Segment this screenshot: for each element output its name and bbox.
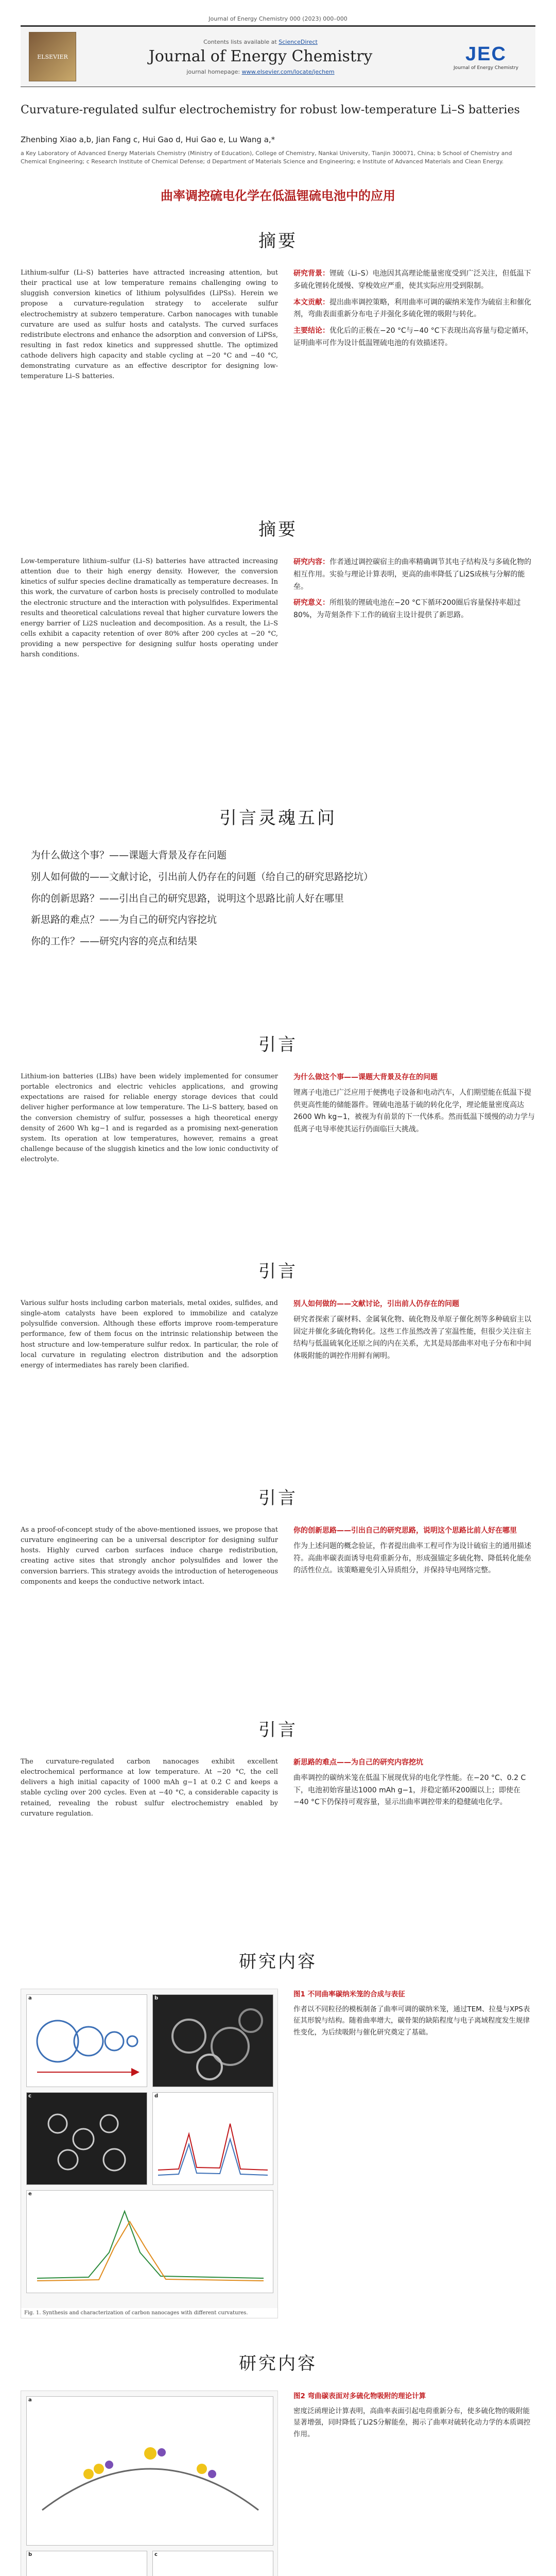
jec-subtitle: Journal of Energy Chemistry <box>454 65 518 71</box>
question-2: 别人如何做的——文献讨论，引出前人仍存在的问题（给自己的研究思路挖坑） <box>31 871 374 883</box>
section-abstract-2: 摘要 <box>0 515 556 540</box>
journal-citation: Journal of Energy Chemistry 000 (2023) 000–000 <box>208 15 348 22</box>
intro4-block <box>21 1757 535 1819</box>
jec-logo <box>445 43 527 71</box>
intro3-cn-text: 作为上述问题的概念验证，作者提出曲率工程可作为设计硫宿主的通用描述符。高曲率碳表面诱导电荷重新分布，形成强锚定多硫化物、降低转化能垒的活性位点。该策略避免引入异质组分，并保持导电网络完整。 <box>293 1541 531 1575</box>
homepage-prefix: journal homepage: <box>186 68 242 75</box>
sciencedirect-link[interactable]: ScienceDirect <box>279 38 318 45</box>
chinese-title: 曲率调控硫电化学在低温锂硫电池中的应用 <box>161 189 395 203</box>
intro4-cn-text: 曲率调控的碳纳米笼在低温下展现优异的电化学性能。在−20 °C、0.2 C下，电池初始容量达1000 mAh g−1，并稳定循环200圈以上；即使在−40 °C下仍保持可观容量，显示出曲率调控带来的稳健硫电化学。 <box>293 1773 526 1807</box>
question-3: 你的创新思路？——引出自己的研究思路，说明这个思路比前人好在哪里 <box>31 892 344 904</box>
abstract2-cn-lead: 研究内容： <box>293 558 329 566</box>
intro3-en: As a proof-of-concept study of the above-mentioned issues, we propose that curvature engineering can be a universal descriptor for designing sulfur hosts. Highly curved carbon surfaces induce charge redistribution, creating active sites that strongly anchor polysulfides and lower the conversion barriers. This strategy avoids the introduction of heterogeneous components and keeps the conductive network intact. <box>21 1526 278 1586</box>
intro1-cn-head: 为什么做这个事——课题大背景及存在的问题 <box>293 1073 438 1081</box>
paper-authors: Zhenbing Xiao a,b, Jian Fang c, Hui Gao d, Hui Gao e, Lu Wang a,* <box>21 135 275 144</box>
availability-prefix: Contents lists available at <box>203 38 279 45</box>
abstract2-cn-text2: 所组装的锂硫电池在−20 °C下循环200圈后容量保持率超过80%，为苛刻条件下工作的硫宿主设计提供了新思路。 <box>293 599 521 620</box>
paper-title: Curvature-regulated sulfur electrochemistry for robust low-temperature Li–S batteries <box>21 104 520 116</box>
intro2-cn <box>293 1298 535 1371</box>
fig2-dft-model <box>27 2397 273 2545</box>
abstract-cn-end-text: 优化后的正极在−20 °C与−40 °C下表现出高容量与稳定循环，证明曲率可作为设计低温锂硫电池的有效描述符。 <box>293 327 533 347</box>
intro3-cn-head: 你的创新思路——引出自己的研究思路，说明这个思路比前人好在哪里 <box>293 1527 517 1535</box>
abstract-cn-lead: 研究背景： <box>293 269 329 278</box>
intro2-block <box>21 1298 535 1371</box>
abstract-cn <box>293 268 535 382</box>
question-4: 新思路的难点？——为自己的研究内容挖坑 <box>31 914 217 926</box>
intro4-cn-head: 新思路的难点——为自己的研究内容挖坑 <box>293 1758 423 1767</box>
fig1-panel-c <box>26 2092 147 2185</box>
intro4-cn <box>293 1757 535 1819</box>
research-2-text <box>293 2391 535 2576</box>
intro2-cn-head: 别人如何做的——文献讨论，引出前人仍存在的问题 <box>293 1300 459 1308</box>
abstract-cn-end: 主要结论： <box>293 327 329 335</box>
fig1-label-a: a <box>28 1995 32 2001</box>
fig1-label-e: e <box>28 2191 32 2197</box>
fig1-panel-e <box>26 2190 273 2293</box>
research-2-body: 密度泛函理论计算表明，高曲率表面引起电荷重新分布，使多硫化物的吸附能显著增强，同时降低了Li2S分解能垒，揭示了曲率对硫转化动力学的本质调控作用。 <box>293 2406 531 2439</box>
research-row-2 <box>21 2391 535 2576</box>
fig1-tem-2 <box>27 2093 147 2184</box>
research-1-text <box>293 1989 535 2318</box>
journal-header <box>21 15 535 87</box>
fig2-adsorption-bars <box>27 2551 147 2576</box>
research-2-tag: 图2 弯曲碳表面对多硫化物吸附的理论计算 <box>293 2392 426 2400</box>
intro4-en: The curvature-regulated carbon nanocages exhibit excellent electrochemical performance at low temperature. At −20 °C, the cell delivers a high initial capacity of 1000 mAh g−1 at 0.2 C and keeps a stable cycling over 200 cycles. Even at −40 °C, a considerable capacity is retained, revealing the robust sulfur electrochemistry enabled by curvature regulation. <box>21 1758 278 1818</box>
research-row-1 <box>21 1989 535 2318</box>
journal-availability <box>76 39 445 45</box>
fig1-raman <box>153 2093 273 2184</box>
section-research-2: 研究内容 <box>0 2349 556 2375</box>
figure-1 <box>21 1989 278 2318</box>
research-1-tag: 图1 不同曲率碳纳米笼的合成与表征 <box>293 1990 405 1998</box>
fig2-label-b: b <box>28 2552 32 2557</box>
intro3-cn <box>293 1525 535 1587</box>
homepage-link[interactable]: www.elsevier.com/locate/jechem <box>241 68 335 75</box>
section-intro-2: 引言 <box>0 1257 556 1282</box>
fig1-label-b: b <box>154 1995 159 2001</box>
journal-homepage <box>76 69 445 75</box>
fig1-panel-b <box>152 1994 273 2087</box>
intro1-cn-text: 锂离子电池已广泛应用于便携电子设备和电动汽车，人们期望能在低温下提供更高性能的储能器件。锂硫电池基于硫的转化化学，理论能量密度高达2600 Wh kg−1，被视为有前景的下一代体系。然而低温下缓慢的动力学与低离子电导率使其运行仍面临巨大挑战。 <box>293 1088 535 1134</box>
fig2-energy-profile <box>153 2551 273 2576</box>
fig1-panel-d <box>152 2092 273 2185</box>
abstract2-cn <box>293 556 535 660</box>
abstract-block <box>21 268 535 382</box>
section-intro-1: 引言 <box>0 1030 556 1056</box>
jec-mark: JEC <box>465 43 507 65</box>
abstract-en: Lithium-sulfur (Li–S) batteries have attracted increasing attention, but their practical use at low temperature remains challenging owing to sluggish conversion kinetics of lithium polysulfides (LiPSs). Herein we propose a curvature-regulation strategy to accelerate sulfur electrochemistry at subzero temperature. Carbon nanocages with tunable curvature are used as sulfur hosts and catalysts. The curved surfaces redistribute electrons and enhance the adsorption and conversion of LiPSs, resulting in fast redox kinetics and suppressed shuttle. The optimized cathode delivers high capacity and stable cycling at −20 °C and −40 °C, demonstrating curvature as an effective descriptor for designing low-temperature Li–S batteries. <box>21 269 278 381</box>
abstract2-cn-text: 作者通过调控碳宿主的曲率精确调节其电子结构及与多硫化物的相互作用。实验与理论计算表明，更高的曲率降低了Li2S成核与分解的能垒。 <box>293 558 531 591</box>
fig2-panel-c <box>152 2551 273 2576</box>
question-1: 为什么做这个事？——课题大背景及存在问题 <box>31 850 227 861</box>
fig1-panel-a <box>26 1994 147 2087</box>
fig2-panel-b <box>26 2551 147 2576</box>
journal-center <box>76 39 445 75</box>
intro1-en: Lithium-ion batteries (LIBs) have been widely implemented for consumer portable electronics and electric vehicles applications, and growing expectations are raised for reliable energy storage devices that could deliver higher performance at low temperature. The Li–S battery, based on the conversion chemistry of sulfur, possesses a high theoretical energy density of 2600 Wh kg−1 and is regarded as a promising next-generation system. Its operation at low temperatures, however, remains a great challenge because of the sluggish kinetics and the low ionic conductivity of electrolyte. <box>21 1073 278 1164</box>
section-abstract: 摘要 <box>0 227 556 252</box>
fig1-label-d: d <box>154 2093 159 2099</box>
abstract2-en: Low-temperature lithium–sulfur (Li–S) batteries have attracted increasing attention due to their high energy density. However, the conversion kinetics of sulfur species decline dramatically as temperature decreases. In this work, the curvature of carbon hosts is precisely controlled to modulate the electronic structure and the interaction with polysulfides. Experimental results and theoretical calculations reveal that higher curvature lowers the energy barrier of Li2S nucleation and decomposition. As a result, the Li–S cells exhibit a capacity retention of over 80% after 200 cycles at −20 °C, providing a new perspective for designing sulfur hosts operating under harsh conditions. <box>21 557 278 659</box>
paper-affiliations: a Key Laboratory of Advanced Energy Materials Chemistry (Ministry of Education), College of Chemistry, Nankai University, Tianjin 300071, China; b School of Chemistry and Chemical Engineering; c Research Institute of Chemical Defense; d Department of Materials Science and Engineering; e Institute of Advanced Materials and Clean Energy. <box>21 150 512 165</box>
section-intro-questions: 引言灵魂五问 <box>0 804 556 829</box>
question-5: 你的工作？——研究内容的亮点和结果 <box>31 936 198 947</box>
section-intro-3: 引言 <box>0 1484 556 1509</box>
fig2-label-c: c <box>154 2552 158 2557</box>
intro-question-list <box>31 845 525 953</box>
abstract2-cn-lead2: 研究意义： <box>293 599 329 607</box>
section-intro-4: 引言 <box>0 1716 556 1741</box>
fig1-xps <box>27 2191 273 2293</box>
figure-2 <box>21 2391 278 2576</box>
intro3-block <box>21 1525 535 1587</box>
abstract-cn-mid: 本文贡献： <box>293 298 329 307</box>
intro1-cn <box>293 1072 535 1165</box>
intro2-cn-text: 研究者探索了碳材料、金属氧化物、硫化物及单原子催化剂等多种硫宿主以固定并催化多硫化物转化。这些工作虽然改善了室温性能，但很少关注宿主结构与低温硫氧化还原之间的内在关系，尤其是局部曲率对电子分布和中间体吸附能的调控作用鲜有阐明。 <box>293 1315 531 1361</box>
fig1-schematic <box>27 1995 147 2087</box>
elsevier-label: ELSEVIER <box>37 53 68 60</box>
intro1-block <box>21 1072 535 1165</box>
journal-name: Journal of Energy Chemistry <box>148 47 373 65</box>
abstract-cn-lead-text: 锂硫（Li–S）电池因其高理论能量密度受到广泛关注，但低温下多硫化锂转化缓慢、穿梭效应严重，使其实际应用受到限制。 <box>293 269 531 290</box>
fig2-label-a: a <box>28 2397 32 2403</box>
fig1-tem <box>153 1995 273 2087</box>
journal-banner <box>21 25 535 87</box>
abstract-cn-mid-text: 提出曲率调控策略，利用曲率可调的碳纳米笼作为硫宿主和催化剂，弯曲表面重新分布电子并强化多硫化锂的吸附与转化。 <box>293 298 531 319</box>
elsevier-logo <box>29 32 76 81</box>
figure-1-caption: Fig. 1. Synthesis and characterization of carbon nanocages with different curvatures. <box>21 2308 277 2318</box>
fig1-label-c: c <box>28 2093 31 2099</box>
intro2-en: Various sulfur hosts including carbon materials, metal oxides, sulfides, and single-atom catalysts have been explored to immobilize and catalyze polysulfide conversion. Although these efforts improve room-temperature performance, few of them focus on the intrinsic relationship between the host structure and low-temperature sulfur redox. In particular, the role of local curvature in regulating electron distribution and the adsorption energy of intermediates has rarely been clarified. <box>21 1299 278 1369</box>
fig2-panel-a <box>26 2396 273 2546</box>
abstract2-block <box>21 556 535 660</box>
research-1-body: 作者以不同粒径的模板制备了曲率可调的碳纳米笼，通过TEM、拉曼与XPS表征其形貌与结构。随着曲率增大，碳骨架的缺陷程度与电子离域程度发生规律性变化，为后续吸附与催化研究奠定了基础。 <box>293 2005 530 2037</box>
section-research-1: 研究内容 <box>0 1947 556 1973</box>
